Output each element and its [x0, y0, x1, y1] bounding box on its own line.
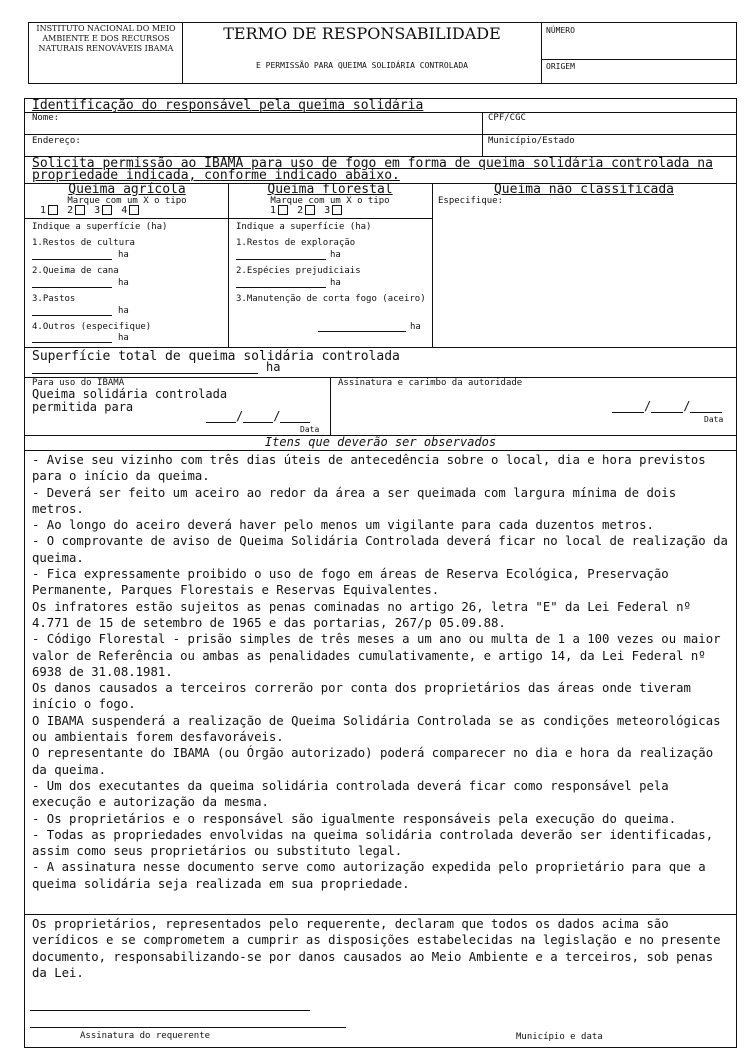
ibama-data-label: Data — [300, 425, 320, 434]
agricola-checkbox-4[interactable] — [129, 205, 139, 215]
assinatura-requerente-field[interactable] — [30, 990, 346, 1026]
agricola-mark-hint: Marque com um X o tipo — [67, 196, 187, 206]
origem-field[interactable] — [546, 72, 732, 82]
agricola-box-4-label: 4 — [121, 205, 128, 216]
ibama-date-field[interactable] — [206, 410, 324, 424]
assinatura-autoridade-label: Assinatura e carimbo da autoridade — [338, 378, 523, 388]
florestal-checkbox-1[interactable] — [278, 205, 288, 215]
florestal-indique: Indique a superfície (ha) — [236, 222, 372, 232]
florestal-item-1-unit: ha — [330, 250, 341, 260]
autoridade-date-field[interactable] — [612, 400, 736, 414]
ibama-use-text-2: permitida para — [32, 400, 134, 414]
agricola-box-2-label: 2 — [67, 205, 74, 216]
identificacao-heading: Identificação do responsável pela queima solidária — [32, 98, 424, 113]
form-subtitle: E PERMISSÃO PARA QUEIMA SOLIDÁRIA CONTROLADA — [256, 61, 468, 70]
florestal-item-1: 1.Restos de exploração — [236, 238, 356, 248]
nome-label: Nome: — [32, 113, 60, 123]
superficie-total-label: Superfície total de queima solidária controlada — [32, 349, 400, 364]
rule-item: Os infratores estão sujeitos as penas cominadas no artigo 26, letra "E" da Lei Federal nº 4.771 de 15 de setembro de 1965 e das portarias, 267/p 05.09.88. — [32, 599, 691, 630]
florestal-item-3: 3.Manutenção de corta fogo (aceiro) — [236, 294, 426, 304]
rule-item: O IBAMA suspenderá a realização de Queima Solidária Controlada se as condições meteorológicas ou ambientais forem desfavoráveis. — [32, 713, 721, 745]
rule-item: O representante do IBAMA (ou Órgão autorizado) poderá comparecer no dia e hora da realização da queima. — [32, 746, 714, 777]
nome-field[interactable] — [70, 113, 478, 133]
nao-classificada-title: Queima não classificada — [493, 182, 674, 197]
assinatura-autoridade-field[interactable] — [338, 390, 608, 430]
ibama-date-sep-1: / — [236, 409, 244, 423]
florestal-box-1-label: 1 — [270, 205, 277, 216]
municipio-field[interactable] — [488, 147, 732, 155]
declaracao-text: Os proprietários, representados pelo requerente, declaram que todos os dados acima são verídicos e se comprometem a cumprir as disposições estabelecidas na legislação e no presente documento, responsabilizando-se por danos causados ao Meio Ambiente e a terceiros, sob penas da Lei. — [32, 917, 721, 980]
ibama-use-text-1: Queima solidária controlada — [32, 387, 228, 401]
rule-item: - Fica expressamente proibido o uso de fogo em áreas de Reserva Ecológica, Preservação Permanente, Parques Florestais e Reservas Equivalentes. — [32, 567, 669, 598]
agricola-box-1-label: 1 — [40, 205, 47, 216]
numero-label: NÚMERO — [546, 26, 575, 35]
rule-item: Os danos causados a terceiros correrão por conta dos proprietários das áreas onde tiveram início o fogo. — [32, 681, 691, 712]
institute-name: INSTITUTO NACIONAL DO MEIO AMBIENTE E DOS RECURSOS NATURAIS RENOVÁVEIS IBAMA — [36, 24, 176, 53]
autoridade-date-sep-1: / — [644, 399, 652, 413]
agricola-item-2: 2.Queima de cana — [32, 266, 119, 276]
florestal-item-2: 2.Espécies prejudiciais — [236, 266, 361, 276]
rule-item: - Todas as propriedades envolvidas na queima solidária controlada deverão ser identificadas, assim como seus proprietários ou substituto legal. — [32, 827, 714, 859]
itens-heading: Itens que deverão ser observados — [264, 435, 497, 449]
endereco-label: Endereço: — [32, 136, 81, 146]
autoridade-data-label: Data — [704, 415, 724, 424]
assinatura-requerente-label: Assinatura do requerente — [80, 1031, 211, 1041]
florestal-box-3-label: 3 — [324, 205, 331, 216]
rules-list — [32, 452, 732, 892]
agricola-box-3-label: 3 — [94, 205, 101, 216]
agricola-indique: Indique a superfície (ha) — [32, 222, 168, 232]
numero-field[interactable] — [546, 37, 732, 55]
rule-item: - O comprovante de aviso de Queima Solidária Controlada deverá ficar no local de realização da queima. — [32, 534, 728, 565]
agricola-item-3-unit: ha — [118, 306, 129, 316]
agricola-item-4-unit: ha — [118, 333, 129, 343]
especifique-field[interactable] — [438, 208, 732, 344]
rule-item: - Deverá ser feito um aceiro ao redor da área a ser queimada com largura mínima de dois metros. — [32, 485, 677, 516]
solicita-text: Solicita permissão ao IBAMA para uso de fogo em forma de queima solidária controlada na propriedade indicada, conforme indicado abaixo. — [32, 156, 713, 183]
florestal-checkboxes — [270, 205, 345, 217]
autoridade-date-sep-2: / — [683, 399, 691, 413]
municipio-data-label: Município e data — [516, 1032, 603, 1042]
florestal-item-3-unit: ha — [410, 322, 421, 332]
rule-item: - Ao longo do aceiro deverá haver pelo menos um vigilante para cada duzentos metros. — [32, 518, 654, 533]
agricola-checkboxes — [40, 205, 142, 217]
florestal-item-2-unit: ha — [330, 278, 341, 288]
rule-item: - A assinatura nesse documento serve como autorização expedida pelo proprietário para que a queima solidária seja realizada em sua propriedade. — [32, 860, 706, 891]
agricola-item-1-unit: ha — [118, 250, 129, 260]
rule-item: - Os proprietários e o responsável são igualmente responsáveis pela execução do queima. — [32, 811, 677, 826]
rule-item: - Um dos executantes da queima solidária controlada deverá ficar como responsável pela execução e autorização da mesma. — [32, 778, 669, 810]
florestal-checkbox-3[interactable] — [332, 205, 342, 215]
florestal-mark-hint: Marque com um X o tipo — [270, 196, 390, 206]
municipio-data-field[interactable] — [480, 990, 730, 1026]
rule-item: - Código Florestal - prisão simples de três meses a um ano ou multa de 1 a 100 vezes ou maior valor de Referência ou ambas as penalidades cumulativamente, e artigo 14, da Lei Federal nº 6938 de 31.08.1981. — [32, 632, 721, 679]
superficie-total-unit: ha — [266, 360, 281, 374]
agricola-title: Queima agrícola — [68, 182, 186, 197]
agricola-item-4: 4.Outros (especifique) — [32, 322, 152, 332]
form-title: TERMO DE RESPONSABILIDADE — [223, 24, 501, 43]
municipio-label: Município/Estado — [488, 136, 575, 146]
origem-label: ORIGEM — [546, 62, 575, 71]
agricola-item-2-unit: ha — [118, 278, 129, 288]
endereco-field[interactable] — [96, 136, 478, 154]
cpf-label: CPF/CGC — [488, 113, 526, 123]
florestal-checkbox-2[interactable] — [305, 205, 315, 215]
rule-item: - Avise seu vizinho com três dias úteis de antecedência sobre o local, dia e hora previstos para o início da queima. — [32, 453, 706, 484]
agricola-item-1: 1.Restos de cultura — [32, 238, 135, 248]
agricola-checkbox-2[interactable] — [75, 205, 85, 215]
ibama-use-label: Para uso do IBAMA — [32, 378, 125, 388]
agricola-checkbox-1[interactable] — [48, 205, 58, 215]
ibama-date-sep-2: / — [273, 409, 281, 423]
florestal-box-2-label: 2 — [297, 205, 304, 216]
agricola-item-3: 3.Pastos — [32, 294, 76, 304]
cpf-field[interactable] — [488, 124, 732, 134]
florestal-title: Queima florestal — [267, 182, 393, 197]
especifique-label: Especifique: — [438, 196, 504, 206]
agricola-checkbox-3[interactable] — [102, 205, 112, 215]
